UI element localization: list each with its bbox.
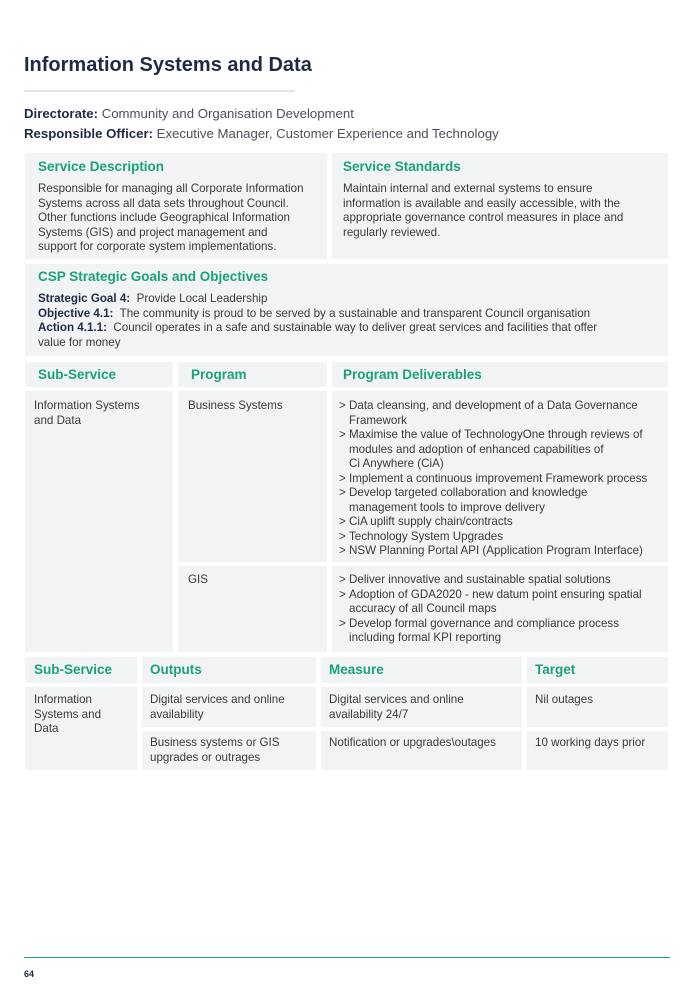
service-description-text	[38, 182, 304, 255]
csp-panel	[25, 264, 668, 356]
goal-text: Provide Local Leadership	[136, 292, 268, 305]
text-line: Responsible for managing all Corporate Information	[38, 182, 304, 195]
text-line: regularly reviewed.	[343, 225, 441, 239]
text-line: and Data	[34, 413, 82, 427]
output-cell	[142, 731, 316, 770]
title-underline	[24, 90, 295, 92]
text-line: information is available and easily accessible, with the	[343, 196, 621, 210]
header-target: Target	[535, 662, 576, 677]
program-table-header-cell	[178, 362, 327, 387]
list-item: > Develop formal governance and compliance process including formal KPI reporting	[339, 617, 642, 646]
text-line: Digital services and online	[150, 693, 285, 706]
list-item: > Adoption of GDA2020 - new datum point ensuring spatial accuracy of all Council maps	[339, 588, 642, 617]
strategic-goal	[38, 292, 597, 307]
target-value: 10 working days prior	[535, 736, 646, 749]
objective	[38, 307, 597, 322]
measure-value: Notification or upgrades\outages	[329, 736, 496, 749]
directorate-value: Community and Organisation Development	[101, 106, 354, 121]
service-description-panel	[25, 153, 327, 259]
text-line: Information Systems	[34, 399, 140, 412]
program-cell	[178, 391, 327, 562]
measure-cell	[321, 687, 522, 727]
program-name: GIS	[188, 573, 208, 586]
action-text-continued: value for money	[38, 335, 121, 349]
action-text: Council operates in a safe and sustainable way to deliver great services and facilities that offer	[113, 321, 598, 334]
text-line: Digital services and online	[329, 693, 464, 706]
list-item: > CiA uplift supply chain/contracts	[339, 515, 647, 530]
goal-label: Strategic Goal 4:	[38, 292, 131, 305]
text-line: Systems (GIS) and project management and	[38, 225, 268, 239]
objective-label: Objective 4.1:	[38, 306, 114, 320]
program-table-header-cell	[332, 362, 668, 387]
program-table-header-cell	[25, 362, 173, 387]
page-number: 64	[24, 969, 35, 979]
target-value: Nil outages	[535, 693, 594, 706]
text-line: Other functions include Geographical Information	[38, 211, 290, 224]
service-standards-text	[343, 182, 623, 240]
target-cell	[527, 731, 668, 770]
text-line: Business systems or GIS	[150, 736, 280, 749]
service-standards-panel	[332, 153, 668, 259]
subservice-cell	[25, 391, 173, 652]
csp-text	[38, 292, 597, 350]
deliverables-cell	[332, 566, 668, 652]
officer-value: Executive Manager, Customer Experience and Technology	[156, 126, 499, 141]
header-outputs: Outputs	[150, 662, 202, 677]
list-item: > Develop targeted collaboration and knowledge management tools to improve delivery	[339, 486, 647, 515]
outputs-table-header-cell	[321, 657, 522, 683]
outputs-table-header-cell	[527, 657, 668, 683]
text-line: Data	[34, 722, 59, 735]
deliverables-list	[339, 573, 642, 646]
csp-heading: CSP Strategic Goals and Objectives	[38, 269, 269, 284]
text-line: support for corporate system implementations.	[38, 240, 277, 253]
header-subservice: Sub-Service	[38, 367, 117, 382]
subservice-cell	[25, 687, 137, 770]
header-deliverables: Program Deliverables	[343, 367, 482, 382]
text-line: Information	[34, 693, 92, 706]
text-line: Maintain internal and external systems to ensure	[343, 182, 593, 195]
text-line: upgrades or outrages	[150, 750, 261, 764]
text-line: Systems and	[34, 707, 102, 721]
action-label: Action 4.1.1:	[38, 321, 107, 334]
directorate-label: Directorate:	[24, 106, 99, 121]
text-line: appropriate governance control measures in place and	[343, 211, 624, 224]
text-line: availability	[150, 707, 204, 721]
deliverables-cell	[332, 391, 668, 562]
page-title: Information Systems and Data	[24, 54, 312, 76]
list-item: > Deliver innovative and sustainable spatial solutions	[339, 573, 642, 588]
measure-cell	[321, 731, 522, 770]
objective-text: The community is proud to be served by a sustainable and transparent Council organisation	[119, 306, 591, 320]
service-standards-heading: Service Standards	[343, 159, 461, 174]
service-description-heading: Service Description	[38, 159, 165, 174]
output-cell	[142, 687, 316, 727]
header-measure: Measure	[329, 662, 384, 677]
program-name: Business Systems	[188, 399, 283, 412]
target-cell	[527, 687, 668, 727]
list-item: > Data cleansing, and development of a Data Governance Framework	[339, 399, 647, 428]
header-program: Program	[191, 367, 247, 382]
action	[38, 321, 597, 336]
header-subservice: Sub-Service	[34, 662, 113, 677]
directorate-line	[24, 106, 354, 121]
list-item: > Implement a continuous improvement Framework process	[339, 472, 647, 487]
list-item: > Technology System Upgrades	[339, 530, 647, 545]
deliverables-list	[339, 399, 647, 559]
officer-line	[24, 126, 499, 141]
footer-rule	[24, 957, 670, 958]
text-line: Systems across all data sets throughout Council.	[38, 196, 289, 210]
program-cell	[178, 566, 327, 652]
text-line: availability 24/7	[329, 707, 409, 721]
officer-label: Responsible Officer:	[24, 126, 153, 141]
list-item: > NSW Planning Portal API (Application Program Interface)	[339, 544, 647, 559]
outputs-table-header-cell	[25, 657, 137, 683]
outputs-table-header-cell	[142, 657, 316, 683]
list-item: > Maximise the value of TechnologyOne through reviews of modules and adoption of enhanced capabilities of Ci Anywhere (CiA)	[339, 428, 647, 472]
